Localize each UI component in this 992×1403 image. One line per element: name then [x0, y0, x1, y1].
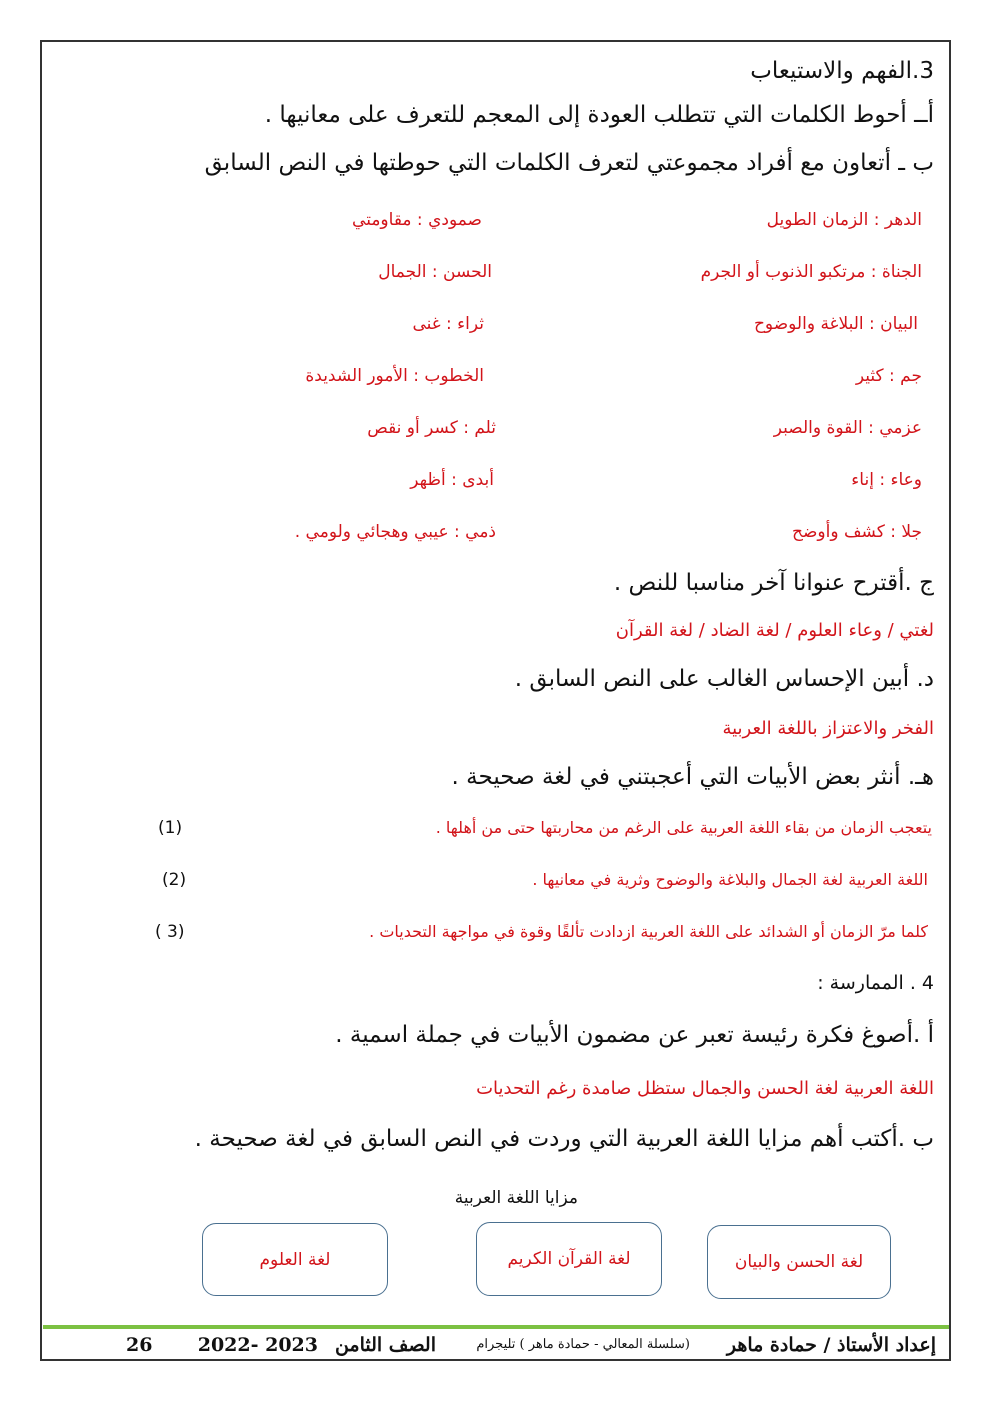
vocab-left: ثلم : كسر أو نقص	[367, 418, 496, 438]
vocab-left: صمودي : مقاومتي	[352, 210, 482, 230]
footer-prepared-by: إعداد الأستاذ / حمادة ماهر	[726, 1334, 936, 1356]
line-number: ( 3)	[155, 922, 185, 942]
feature-label: لغة القرآن الكريم	[507, 1249, 631, 1269]
question-b: ب ـ أتعاون مع أفراد مجموعتي لتعرف الكلمات التي حوطتها في النص السابق	[204, 150, 934, 176]
line-number: (1)	[158, 818, 183, 838]
answer-c: لغتي / وعاء العلوم / لغة الضاد / لغة القرآن	[615, 620, 934, 641]
question-4b: ب .أكتب أهم مزايا اللغة العربية التي وردت في النص السابق في لغة صحيحة .	[194, 1126, 934, 1152]
vocab-left: الحسن : الجمال	[378, 262, 492, 282]
vocab-right: الدهر : الزمان الطويل	[766, 210, 922, 230]
feature-box	[707, 1225, 891, 1299]
question-d: د. أبين الإحساس الغالب على النص السابق .	[514, 666, 934, 692]
feature-label: لغة العلوم	[259, 1249, 331, 1270]
vocab-left: ثراء : غنى	[412, 314, 484, 334]
question-4a: أ .أصوغ فكرة رئيسة تعبر عن مضمون الأبيات في جملة اسمية .	[335, 1022, 934, 1048]
vocab-right: عزمي : القوة والصبر	[773, 418, 922, 438]
footer-series: (سلسلة المعالي - حمادة ماهر ) تليجرام	[476, 1337, 690, 1352]
line-number: (2)	[162, 870, 187, 890]
prose-line: كلما مرّ الزمان أو الشدائد على اللغة العربية ازدادت تألقًا وقوة في مواجهة التحديات .	[369, 922, 928, 941]
answer-4a: اللغة العربية لغة الحسن والجمال ستظل صامدة رغم التحديات	[476, 1078, 934, 1099]
prose-line: يتعجب الزمان من بقاء اللغة العربية على الرغم من محاربتها حتى من أهلها .	[435, 818, 932, 837]
page-number: 26	[126, 1334, 153, 1356]
vocab-left: أبدى : أظهر	[410, 470, 494, 490]
vocab-right: البيان : البلاغة والوضوح	[753, 314, 918, 334]
feature-label: لغة الحسن والبيان	[734, 1252, 864, 1272]
question-a: أــ أحوط الكلمات التي تتطلب العودة إلى المعجم للتعرف على معانيها .	[264, 102, 934, 128]
footer-grade: الصف الثامن	[334, 1334, 436, 1356]
footer-divider	[43, 1325, 949, 1329]
vocab-right: جلا : كشف وأوضح	[792, 522, 922, 542]
footer-year: 2022- 2023	[197, 1334, 318, 1356]
vocab-right: وعاء : إناء	[851, 470, 922, 490]
section-4-title: 4 . الممارسة :	[817, 972, 934, 994]
vocab-right: جم : كثير	[855, 366, 922, 386]
vocab-left: الخطوب : الأمور الشديدة	[305, 366, 484, 386]
question-e: هـ. أنثر بعض الأبيات التي أعجبتني في لغة صحيحة .	[451, 764, 934, 790]
vocab-right: الجناة : مرتكبو الذنوب أو الجرم	[700, 262, 922, 282]
answer-d: الفخر والاعتزاز باللغة العربية	[722, 718, 934, 739]
vocab-left: ذمي : عيبي وهجائي ولومي .	[294, 522, 496, 542]
feature-box	[476, 1222, 662, 1296]
prose-line: اللغة العربية لغة الجمال والبلاغة والوضوح وثرية في معانيها .	[532, 870, 928, 889]
question-c: ج .أقترح عنوانا آخر مناسبا للنص .	[613, 570, 934, 596]
section-3-title: 3.الفهم والاستيعاب	[750, 58, 934, 84]
page-frame	[40, 40, 951, 1361]
features-title: مزايا اللغة العربية	[454, 1188, 578, 1208]
feature-box	[202, 1223, 388, 1296]
